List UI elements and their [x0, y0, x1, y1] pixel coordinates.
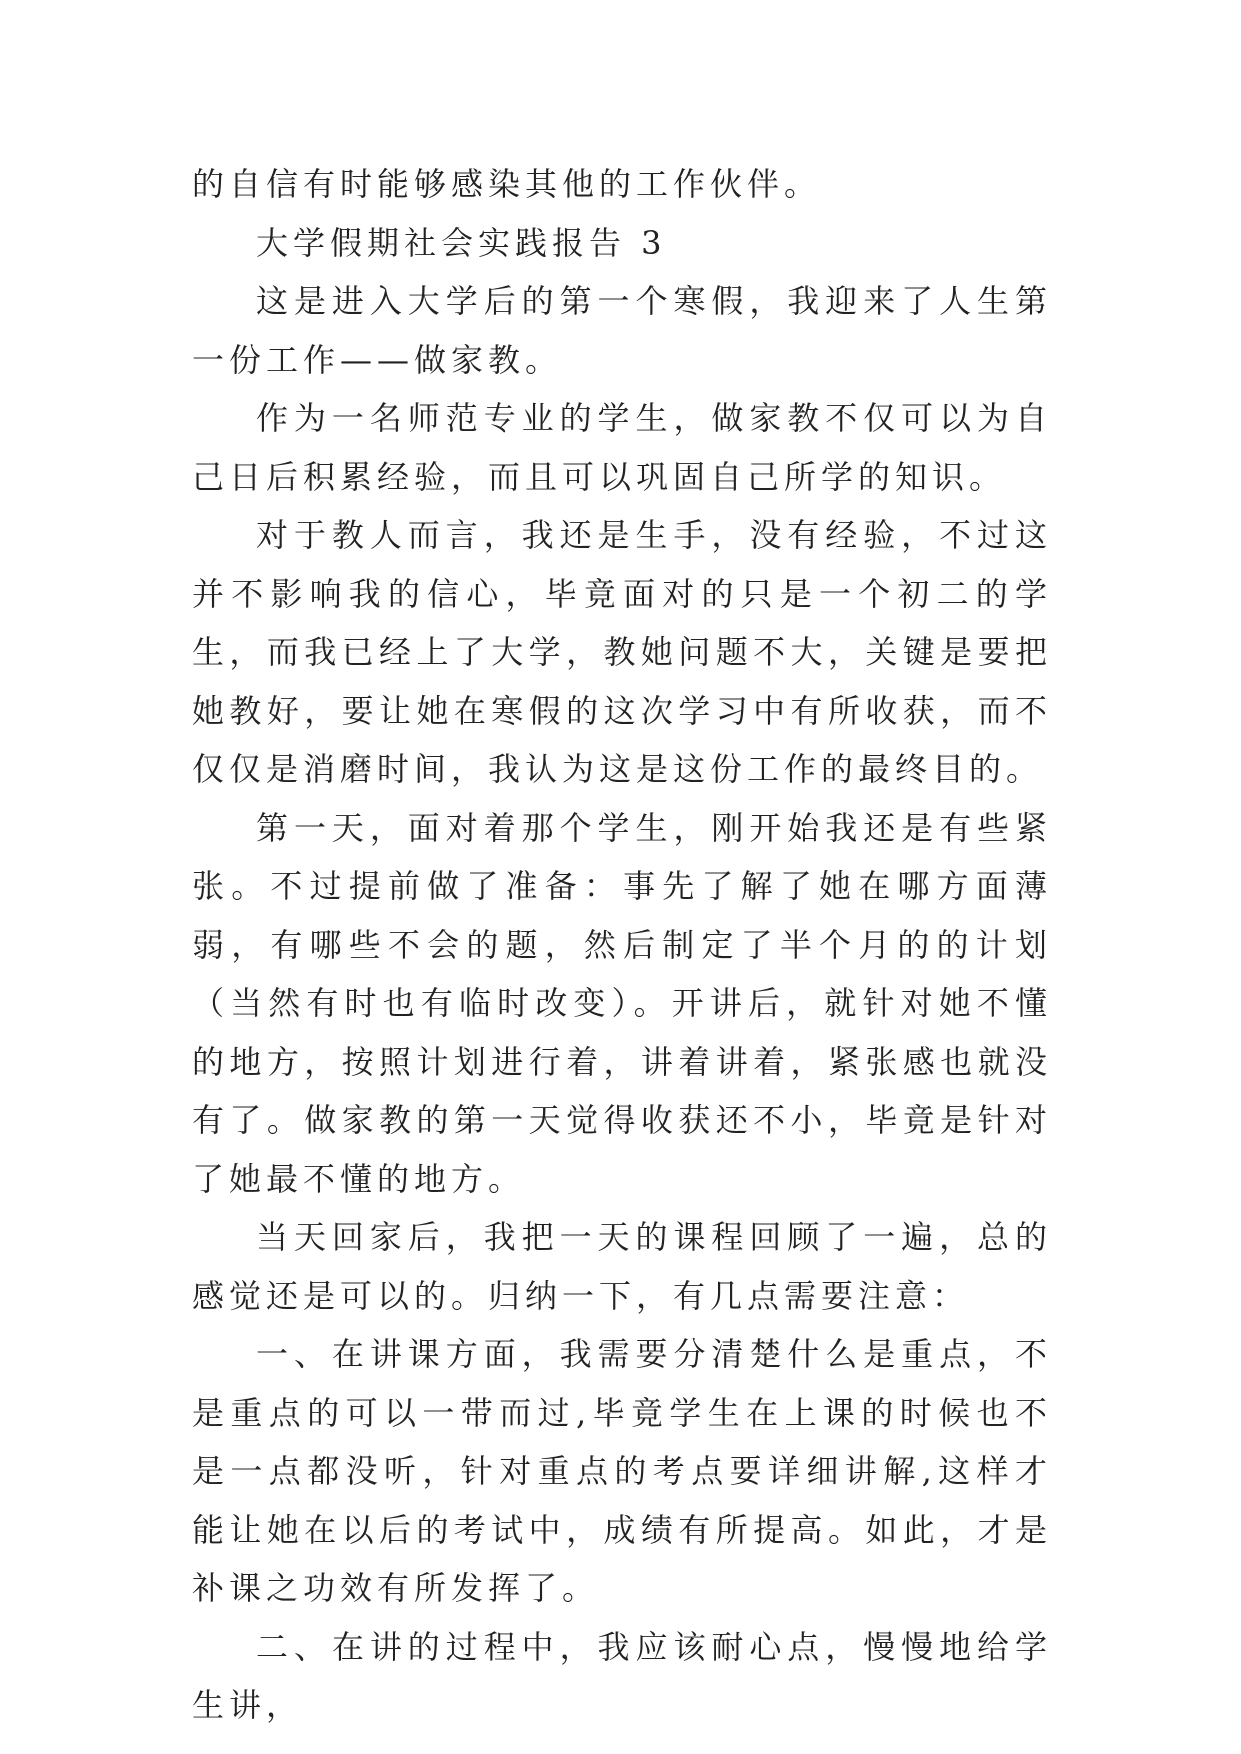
section-heading: 大学假期社会实践报告 3: [256, 223, 667, 262]
paragraph: 对于教人而言，我还是生手，没有经验，不过这并不影响我的信心，毕竟面对的只是一个初二的学生，而我已经上了大学，教她问题不大，关键是要把她教好，要让她在寒假的这次学习中有所收获，而不仅仅是消磨时间，我认为这是这份工作的最终目的。: [192, 516, 1052, 788]
paragraph: 二、在讲的过程中，我应该耐心点，慢慢地给学生讲，: [192, 1627, 1052, 1724]
paragraph: 作为一名师范专业的学生，做家教不仅可以为自己日后积累经验，而且可以巩固自己所学的知识。: [192, 399, 1052, 496]
paragraph: 第一天，面对着那个学生，刚开始我还是有些紧张。不过提前做了准备：事先了解了她在哪方面薄弱，有哪些不会的题，然后制定了半个月的的计划（当然有时也有临时改变）。开讲后，就针对她不懂的地方，按照计划进行着，讲着讲着，紧张感也就没有了。做家教的第一天觉得收获还不小，毕竟是针对了她最不懂的地方。: [192, 808, 1052, 1198]
paragraph-continuation: 的自信有时能够感染其他的工作伙伴。: [192, 165, 822, 203]
paragraph: 一、在讲课方面，我需要分清楚什么是重点，不是重点的可以一带而过,毕竟学生在上课的时候也不是一点都没听，针对重点的考点要详细讲解,这样才能让她在以后的考试中，成绩有所提高。如此，才是补课之功效有所发挥了。: [192, 1335, 1052, 1607]
paragraph: 当天回家后，我把一天的课程回顾了一遍，总的感觉还是可以的。归纳一下，有几点需要注意：: [192, 1218, 1052, 1315]
paragraph: 这是进入大学后的第一个寒假，我迎来了人生第一份工作——做家教。: [192, 282, 1052, 379]
document-body: [192, 155, 1052, 1735]
